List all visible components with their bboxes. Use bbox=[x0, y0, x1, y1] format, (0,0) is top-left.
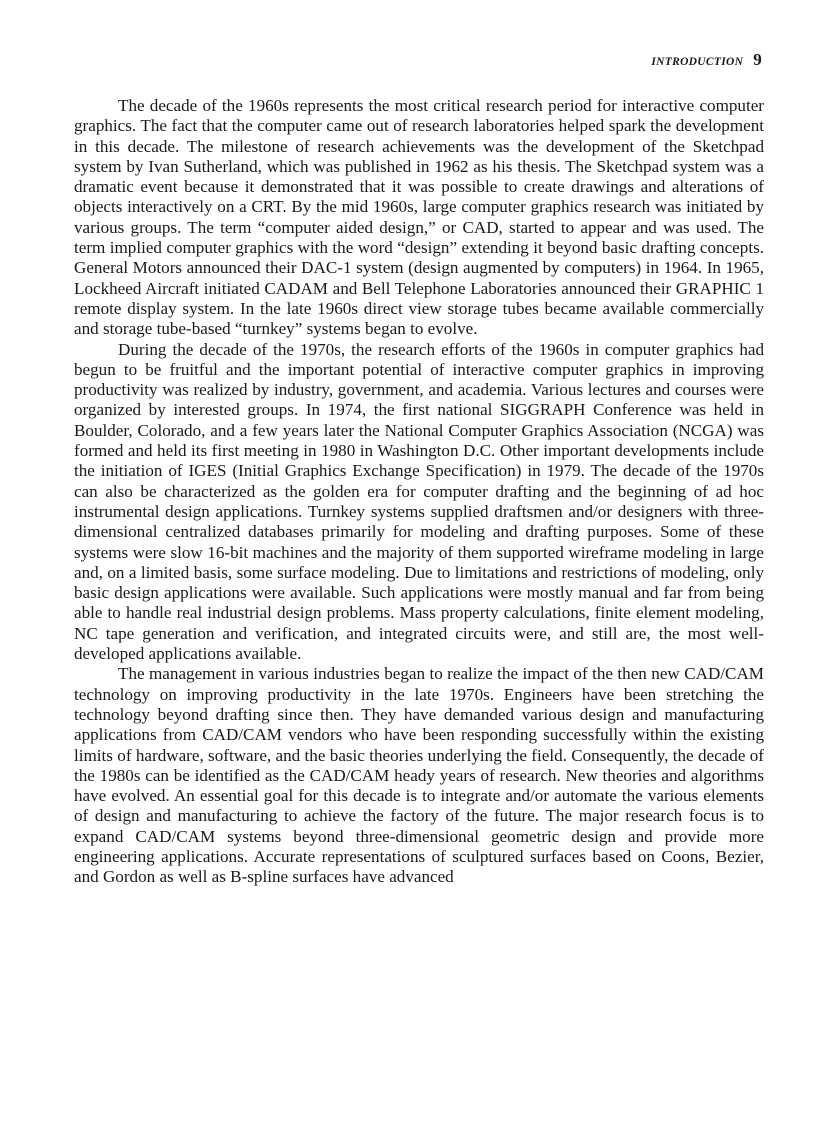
section-title: INTRODUCTION bbox=[651, 56, 744, 68]
page-number: 9 bbox=[753, 50, 762, 69]
running-header bbox=[651, 50, 762, 70]
body-text bbox=[74, 96, 764, 888]
paragraph-1980s: The management in various industries began to realize the impact of the then new CAD/CAM technology on improving productivity in the late 1970s. Engineers have been stretching the technology beyond drafting since then. They have demanded various design and manufacturing applications from CAD/CAM vendors who have been responding successfully within the existing limits of hardware, software, and the basic theories underlying the field. Consequently, the decade of the 1980s can be identified as the CAD/CAM heady years of research. New theories and algorithms have evolved. An essential goal for this decade is to integrate and/or automate the various elements of design and manufacturing to achieve the factory of the future. The major research focus is to expand CAD/CAM systems beyond three-dimensional geometric design and provide more engineering applications. Accurate representations of sculptured surfaces based on Coons, Bezier, and Gordon as well as B-spline surfaces have advanced bbox=[74, 664, 764, 887]
paragraph-1960s: The decade of the 1960s represents the most critical research period for interactive computer graphics. The fact that the computer came out of research laboratories helped spark the development in this decade. The milestone of research achievements was the development of the Sketchpad system by Ivan Sutherland, which was published in 1962 as his thesis. The Sketchpad system was a dramatic event because it demonstrated that it was possible to create drawings and alterations of objects interactively on a CRT. By the mid 1960s, large computer graphics research was initiated by various groups. The term “computer aided design,” or CAD, started to appear and was used. The term implied computer graphics with the word “design” extending it beyond basic drafting concepts. General Motors announced their DAC-1 system (design augmented by computers) in 1964. In 1965, Lockheed Aircraft initiated CADAM and Bell Telephone Laboratories announced their GRAPHIC 1 remote display system. In the late 1960s direct view storage tubes became available commercially and storage tube-based “turnkey” systems began to evolve. bbox=[74, 96, 764, 339]
paragraph-1970s: During the decade of the 1970s, the research efforts of the 1960s in computer graphics had begun to be fruitful and the important potential of interactive computer graphics in improving productivity was realized by industry, government, and academia. Various lectures and courses were organized by interested groups. In 1974, the first national SIGGRAPH Conference was held in Boulder, Colorado, and a few years later the National Computer Graphics Association (NCGA) was formed and held its first meeting in 1980 in Washington D.C. Other important developments include the initiation of IGES (Initial Graphics Exchange Specification) in 1979. The decade of the 1970s can also be characterized as the golden era for computer drafting and the beginning of ad hoc instrumental design applications. Turnkey systems supplied draftsmen and/or designers with three-dimensional centralized databases primarily for modeling and drafting purposes. Some of these systems were slow 16-bit machines and the majority of them supported wireframe modeling in large and, on a limited basis, some surface modeling. Due to limitations and restrictions of modeling, only basic design applications were available. Such applications were mostly manual and far from being able to handle real industrial design problems. Mass property calculations, finite element modeling, NC tape generation and verification, and integrated circuits were, and still are, the most well-developed applications available. bbox=[74, 339, 764, 664]
